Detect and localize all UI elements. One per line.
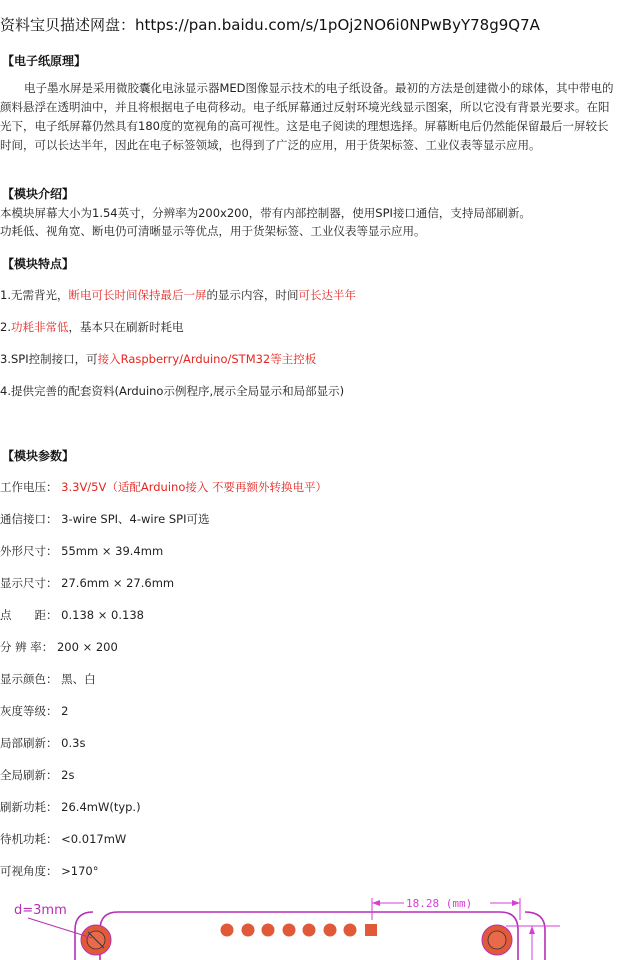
param-value: 2s: [61, 768, 75, 782]
feature-item: [0, 319, 183, 335]
feature-text: 的显示内容，时间: [206, 288, 299, 302]
param-label: 刷新功耗：: [0, 800, 58, 814]
param-value: 200 × 200: [56, 640, 118, 654]
section-title-features: 【模块特点】: [2, 257, 75, 271]
hole-leader-line: [28, 918, 92, 938]
pin-header-pads: [221, 924, 378, 937]
feature-text: 4.提供完善的配套资料(Arduino示例程序,展示全局显示和局部显示): [0, 384, 345, 398]
param-value: 0.3s: [61, 736, 86, 750]
section-title-principle: 【电子纸原理】: [2, 54, 87, 68]
param-value: >170°: [61, 864, 99, 878]
feature-text: ，基本只在刷新时耗电: [68, 320, 184, 334]
param-row: [0, 799, 141, 815]
dimension-label: 18.28 (mm): [406, 897, 473, 910]
param-label: 局部刷新：: [0, 736, 58, 750]
param-label: 显示尺寸：: [0, 576, 58, 590]
mounting-hole-left: [81, 925, 111, 955]
param-label: 显示颜色：: [0, 672, 58, 686]
param-label: 分 辨 率：: [0, 640, 54, 654]
param-label: 可视角度：: [0, 864, 58, 878]
feature-highlight: 功耗非常低: [10, 320, 69, 334]
param-value: 26.4mW(typ.): [61, 800, 141, 814]
param-label: 全局刷新：: [0, 768, 58, 782]
module-dimension-diagram: [0, 890, 620, 960]
param-label: 外形尺寸：: [0, 544, 58, 558]
feature-text: 1.无需背光，: [0, 288, 69, 302]
param-value: 3-wire SPI、4-wire SPI可选: [61, 512, 210, 526]
param-row: [0, 543, 163, 559]
param-label: 点 距：: [0, 608, 58, 622]
param-value: 3.3V/5V（适配Arduino接入 不要再额外转换电平）: [61, 480, 328, 494]
param-label: 工作电压：: [0, 480, 58, 494]
param-row: [0, 703, 68, 719]
param-value: 55mm × 39.4mm: [61, 544, 164, 558]
param-value: 27.6mm × 27.6mm: [61, 576, 175, 590]
param-value: <0.017mW: [61, 832, 127, 846]
section-title-intro: 【模块介绍】: [2, 187, 75, 201]
param-row: [0, 575, 174, 591]
intro-line-2: 功耗低、视角宽、断电仍可清晰显示等优点，用于货架标签、工业仪表等显示应用。: [0, 224, 426, 238]
feature-highlight: 接入Raspberry/Arduino/STM32等主控板: [97, 352, 317, 366]
param-row: [0, 863, 99, 879]
dim-vertical-arrow: [529, 926, 535, 934]
param-row: [0, 479, 327, 495]
param-row: [0, 767, 74, 783]
param-row: [0, 735, 85, 751]
feature-item: [0, 287, 356, 303]
feature-item: [0, 351, 316, 367]
feature-highlight: 可长达半年: [298, 288, 356, 302]
param-row: [0, 639, 118, 655]
param-value: 2: [61, 704, 69, 718]
principle-paragraph: 电子墨水屏是采用微胶囊化电泳显示器MED图像显示技术的电子纸设备。最初的方法是创建微小的球体，其中带电的颜料悬浮在透明油中，并且将根据电子电荷移动。电子纸屏幕通过反射环境光线显示图案，所以它没有背景光要求。在阳光下，电子纸屏幕仍然具有180度的宽视角的高可视性。这是电子阅读的理想选择。屏幕断电后仍然能保留最后一屏较长时间，可以长达半年，因此在电子标签领域，也得到了广泛的应用，用于货架标签、工业仪表等显示应用。: [0, 81, 614, 152]
param-value: 黑、白: [61, 672, 96, 686]
dim-arrow-right: [512, 900, 520, 906]
param-row: [0, 831, 126, 847]
dim-arrow-left: [372, 900, 380, 906]
param-row: [0, 671, 96, 687]
feature-highlight: 断电可长时间保持最后一屏: [68, 288, 207, 302]
param-row: [0, 511, 209, 527]
feature-text: 3.SPI控制接口，可: [0, 352, 98, 366]
param-row: [0, 607, 144, 623]
board-outline-right: [525, 912, 545, 960]
hole-diameter-label: d=3mm: [14, 903, 67, 918]
mounting-hole-right: [482, 925, 512, 955]
param-label: 通信接口：: [0, 512, 58, 526]
feature-text: 2.: [0, 320, 11, 334]
param-label: 待机功耗：: [0, 832, 58, 846]
page-header-url: 资料宝贝描述网盘：https://pan.baidu.com/s/1pOj2NO6i0NPwByY78g9Q7A: [0, 16, 540, 34]
param-label: 灰度等级：: [0, 704, 58, 718]
param-value: 0.138 × 0.138: [61, 608, 144, 622]
feature-item: [0, 383, 344, 399]
intro-line-1: 本模块屏幕大小为1.54英寸，分辨率为200x200，带有内部控制器，使用SPI接口通信，支持局部刷新。: [0, 206, 531, 220]
section-title-params: 【模块参数】: [2, 449, 75, 463]
